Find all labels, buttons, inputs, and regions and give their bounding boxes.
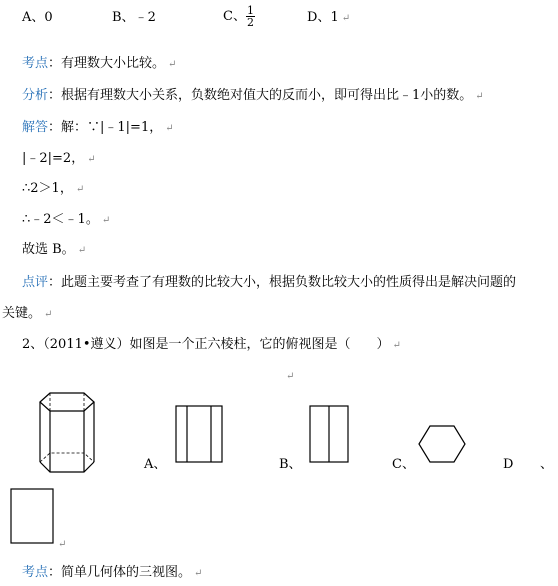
dianping-cont-text: 关键。 [2, 306, 42, 321]
option-b-label: B、 [112, 10, 135, 25]
figure-option-b-label: B、 [279, 457, 302, 472]
jieda-line [22, 119, 174, 138]
option-c-fraction [246, 5, 255, 28]
kaodian-text: ：有理数大小比较。 [48, 56, 166, 71]
fraction-denominator: 2 [246, 16, 254, 29]
paragraph-mark: ↵ [44, 309, 53, 320]
figure-option-a-label: A、 [144, 457, 167, 472]
option-a-figure [175, 405, 223, 463]
kaodian-label: 考点 [22, 56, 49, 71]
step-line [22, 180, 84, 199]
option-b-figure [309, 405, 349, 463]
fenxi-text: ：根据有理数大小关系，负数绝对值大的反而小，即可得出比﹣1小的数。 [48, 88, 473, 103]
step-text: ∴﹣2＜﹣1。 [22, 212, 99, 227]
step-line [22, 150, 96, 169]
option-c-label: C、 [223, 9, 246, 24]
figure-option-c-label: C、 [392, 457, 415, 472]
step-text: ∴2＞1， [22, 181, 73, 196]
fenxi-line [22, 87, 484, 106]
option-a-label: A、 [22, 10, 45, 25]
paragraph-mark: ↵ [165, 123, 174, 134]
jieda-text: ：解：∵|﹣1|=1， [48, 120, 163, 135]
dianping-line [22, 274, 516, 292]
option-a-value: 0 [44, 10, 53, 25]
step-line [22, 211, 110, 230]
fraction-numerator: 1 [246, 4, 254, 17]
question-2 [22, 336, 401, 355]
option-d [307, 9, 350, 28]
hexagonal-prism-figure [32, 390, 104, 478]
paragraph-mark: ↵ [101, 215, 111, 226]
option-a [22, 9, 53, 27]
jieda-label: 解答 [22, 120, 49, 135]
option-c [223, 5, 255, 28]
option-c-figure [418, 424, 466, 464]
paragraph-mark: ↵ [87, 154, 96, 165]
question-2-text: 2、（2011•遵义）如图是一个正六棱柱，它的俯视图是（ ） [22, 337, 390, 352]
q2-kaodian-label: 考点 [22, 565, 49, 580]
dianping-label: 点评 [22, 275, 49, 290]
paragraph-mark: ↵ [194, 568, 203, 579]
paragraph-mark: ↵ [58, 539, 67, 550]
step-text: 故选 B。 [22, 242, 75, 257]
step-text: |﹣2|=2， [22, 151, 85, 166]
option-d-value: 1 [330, 10, 339, 25]
option-b-value: ﹣2 [134, 10, 156, 25]
trailing-punctuation: 、 [540, 457, 554, 472]
figure-option-d-label: D [503, 457, 514, 472]
paragraph-mark: ↵ [168, 59, 177, 70]
q2-kaodian-line [22, 564, 202, 583]
paragraph-mark: ↵ [77, 245, 87, 256]
paragraph-mark: ↵ [341, 13, 351, 24]
q2-kaodian-text: ：简单几何体的三视图。 [48, 565, 192, 580]
fenxi-label: 分析 [22, 88, 49, 103]
option-d-label: D、 [307, 10, 331, 25]
option-d-figure [10, 488, 54, 544]
paragraph-mark: ↵ [75, 184, 85, 195]
option-b [112, 9, 156, 27]
paragraph-mark: ↵ [286, 371, 295, 382]
dianping-text: ：此题主要考查了有理数的比较大小，根据负数比较大小的性质得出是解决问题的 [48, 275, 517, 290]
paragraph-mark: ↵ [475, 91, 484, 102]
kaodian-line [22, 55, 176, 74]
step-line [22, 241, 86, 260]
paragraph-mark: ↵ [392, 340, 401, 351]
dianping-continuation [2, 305, 52, 324]
